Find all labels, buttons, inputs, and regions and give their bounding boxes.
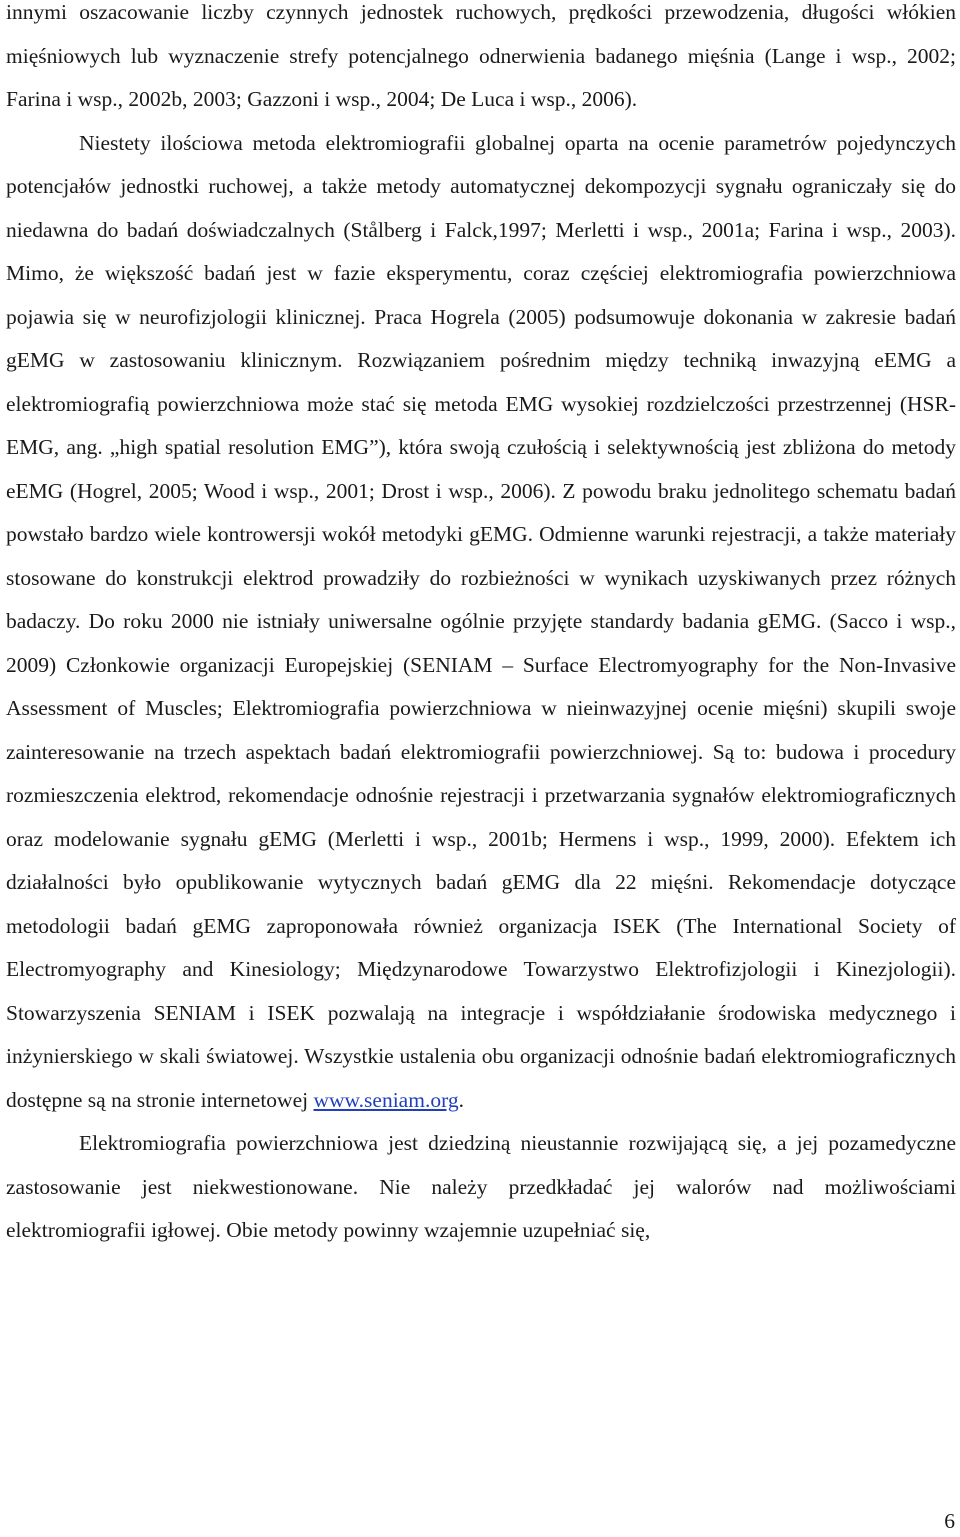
- paragraph-gemg-methods: [6, 122, 956, 1123]
- document-page: [6, 0, 956, 1253]
- paragraph-gemg-methods-text: Niestety ilościowa metoda elektromiografii globalnej oparta na ocenie parametrów pojedynczych potencjałów jednostki ruchowej, a także metody automatycznej dekompozycji sygnału ograniczały się do niedawna do badań doświadczalnych (Stålberg i Falck,1997; Merletti i wsp., 2001a; Farina i wsp., 2003). Mimo, że większość badań jest w fazie eksperymentu, coraz częściej elektromiografia powierzchniowa pojawia się w neurofizjologii klinicznej. Praca Hogrela (2005) podsumowuje dokonania w zakresie badań gEMG w zastosowaniu klinicznym. Rozwiązaniem pośrednim między techniką inwazyjną eEMG a elektromiografią powierzchniowa może stać się metoda EMG wysokiej rozdzielczości przestrzennej (HSR-EMG, ang. „high spatial resolution EMG”), która swoją czułością i selektywnością jest zbliżona do metody eEMG (Hogrel, 2005; Wood i wsp., 2001; Drost i wsp., 2006). Z powodu braku jednolitego schematu badań powstało bardzo wiele kontrowersji wokół metodyki gEMG. Odmienne warunki rejestracji, a także materiały stosowane do konstrukcji elektrod prowadziły do rozbieżności w wynikach uzyskiwanych przez różnych badaczy. Do roku 2000 nie istniały uniwersalne ogólnie przyjęte standardy badania gEMG. (Sacco i wsp., 2009) Członkowie organizacji Europejskiej (SENIAM – Surface Electromyography for the Non-Invasive Assessment of Muscles; Elektromiografia powierzchniowa w nieinwazyjnej ocenie mięśni) skupili swoje zainteresowanie na trzech aspektach badań elektromiografii powierzchniowej. Są to: budowa i procedury rozmieszczenia elektrod, rekomendacje odnośnie rejestracji i przetwarzania sygnałów elektromiograficznych oraz modelowanie sygnału gEMG (Merletti i wsp., 2001b; Hermens i wsp., 1999, 2000). Efektem ich działalności było opublikowanie wytycznych badań gEMG dla 22 mięśni. Rekomendacje dotyczące metodologii badań gEMG zaproponowała również organizacja ISEK (The International Society of Electromyography and Kinesiology; Międzynarodowe Towarzystwo Elektrofizjologii i Kinezjologii). Stowarzyszenia SENIAM i ISEK pozwalają na integracje i współdziałanie środowiska medycznego i inżynierskiego w skali światowej. Wszystkie ustalenia obu organizacji odnośnie badań elektromiograficznych dostępne są na stronie internetowej: [6, 130, 956, 1112]
- paragraph-gemg-methods-end: .: [458, 1087, 464, 1112]
- seniam-link[interactable]: www.seniam.org: [313, 1087, 459, 1112]
- paragraph-continuation: innymi oszacowanie liczby czynnych jednostek ruchowych, prędkości przewodzenia, długości włókien mięśniowych lub wyznaczenie strefy potencjalnego odnerwienia badanego mięśnia (Lange i wsp., 2002; Farina i wsp., 2002b, 2003; Gazzoni i wsp., 2004; De Luca i wsp., 2006).: [6, 0, 956, 111]
- paragraph-surface-emg: Elektromiografia powierzchniowa jest dziedziną nieustannie rozwijającą się, a jej pozamedyczne zastosowanie jest niekwestionowane. Nie należy przedkładać jej walorów nad możliwościami elektromiografii igłowej. Obie metody powinny wzajemnie uzupełniać się,: [6, 1131, 956, 1242]
- page-number: 6: [944, 1509, 955, 1533]
